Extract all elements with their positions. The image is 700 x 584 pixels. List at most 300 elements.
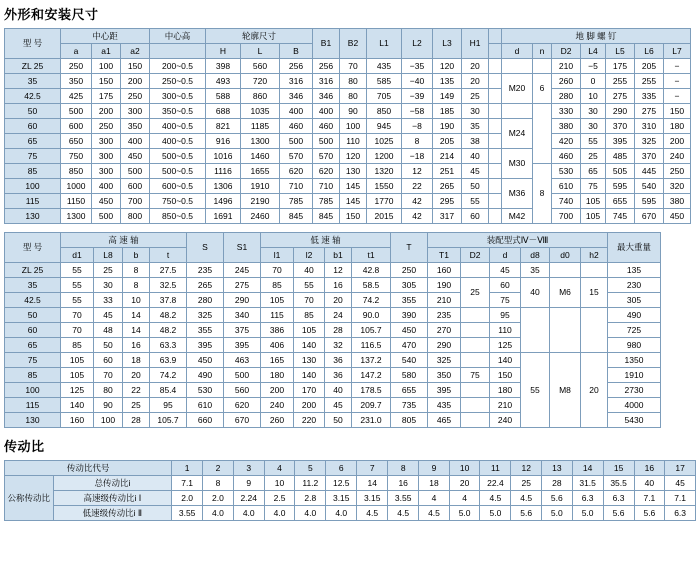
cell-B2: 145 <box>340 179 367 194</box>
cell-model: 35 <box>5 278 61 293</box>
cell-S: 395 <box>187 338 224 353</box>
cell-L3: 149 <box>433 89 462 104</box>
cell-ratio-16: 6.3 <box>665 506 696 521</box>
cell-B2: 130 <box>340 164 367 179</box>
cell-d: 95 <box>490 308 521 323</box>
cell-b: 14 <box>123 323 150 338</box>
cell-L2: −58 <box>402 104 433 119</box>
cell-D2: 75 <box>461 368 490 383</box>
cell-Bc: 346 <box>280 89 313 104</box>
cell-L1: 1025 <box>367 134 402 149</box>
cell-ratio-0: 7.1 <box>172 476 203 491</box>
cell-d: 140 <box>490 353 521 368</box>
cell-T: 450 <box>391 323 428 338</box>
cell-S1: 560 <box>224 383 261 398</box>
subcol-L5: L5 <box>606 44 635 59</box>
cell-n: 6 <box>533 74 552 104</box>
col-code-9: 9 <box>419 461 450 476</box>
cell-l1: 240 <box>261 398 294 413</box>
cell-B1: 316 <box>313 74 340 89</box>
col-code-3: 3 <box>233 461 264 476</box>
cell-B2: 90 <box>340 104 367 119</box>
cell-a1: 300 <box>92 149 121 164</box>
cell-ratio-10: 5.0 <box>480 506 511 521</box>
cell-S: 280 <box>187 293 224 308</box>
spacer <box>489 209 502 224</box>
cell-L1: 705 <box>367 89 402 104</box>
cell-D2 <box>461 323 490 338</box>
spacer <box>489 74 502 89</box>
col-S: S <box>187 233 224 263</box>
cell-S1: 500 <box>224 368 261 383</box>
cell-D2: 740 <box>552 194 581 209</box>
cell-L: 821 <box>206 119 241 134</box>
col-code-1: 1 <box>172 461 203 476</box>
table-row <box>5 308 661 323</box>
cell-a: 350 <box>61 74 92 89</box>
table-row <box>5 491 696 506</box>
subcol-D2: D2 <box>461 248 490 263</box>
cell-D2 <box>461 308 490 323</box>
table-row <box>5 209 691 224</box>
cell-d: 150 <box>490 368 521 383</box>
cell-L2: 42 <box>402 194 433 209</box>
cell-L3: 265 <box>433 179 462 194</box>
header-subrow <box>5 248 661 263</box>
cell-B: 2460 <box>241 209 280 224</box>
col-center-distance: 中心距 <box>61 29 150 44</box>
cell-h2: 15 <box>581 278 608 308</box>
cell-d: M36 <box>502 179 533 209</box>
cell-d: M20 <box>502 74 533 104</box>
cell-B2: 150 <box>340 209 367 224</box>
cell-D2: 25 <box>461 278 490 308</box>
cell-ratio-4: 11.2 <box>295 476 326 491</box>
cell-L3: 190 <box>433 119 462 134</box>
cell-B2: 80 <box>340 89 367 104</box>
cell-l1: 260 <box>261 413 294 428</box>
subcol-d: d <box>502 44 533 59</box>
col-assembly-type: 装配型式Ⅳ－Ⅷ <box>428 233 608 248</box>
cell-ratio-8: 4.5 <box>419 506 450 521</box>
cell-t1: 105.7 <box>352 323 391 338</box>
cell-d: 110 <box>490 323 521 338</box>
cell-d1: 55 <box>61 263 94 278</box>
cell-t: 32.5 <box>150 278 187 293</box>
subcol-a1: a1 <box>92 44 121 59</box>
cell-b: 25 <box>123 398 150 413</box>
cell-T: 735 <box>391 398 428 413</box>
cell-model: 42.5 <box>5 293 61 308</box>
cell-a2: 250 <box>121 89 150 104</box>
cell-a: 500 <box>61 104 92 119</box>
cell-T: 250 <box>391 263 428 278</box>
cell-d0 <box>550 308 581 353</box>
cell-max-weight: 725 <box>608 323 661 338</box>
cell-B: 1185 <box>241 119 280 134</box>
cell-max-weight: 5430 <box>608 413 661 428</box>
spacer <box>489 119 502 134</box>
cell-S: 325 <box>187 308 224 323</box>
cell-L7: 180 <box>664 119 691 134</box>
cell-ratio-12: 28 <box>542 476 573 491</box>
cell-L1: 435 <box>367 59 402 74</box>
cell-L: 588 <box>206 89 241 104</box>
cell-l1: 180 <box>261 368 294 383</box>
cell-T1: 350 <box>428 368 461 383</box>
cell-d1: 105 <box>61 353 94 368</box>
cell-D2: 610 <box>552 179 581 194</box>
cell-d1: 70 <box>61 323 94 338</box>
cell-a2: 400 <box>121 134 150 149</box>
cell-model: 85 <box>5 368 61 383</box>
cell-d8: 35 <box>521 263 550 278</box>
cell-ratio-5: 12.5 <box>326 476 357 491</box>
cell-a2: 200 <box>121 74 150 89</box>
cell-H1: 30 <box>462 104 489 119</box>
table-row <box>5 59 691 74</box>
cell-max-weight: 1350 <box>608 353 661 368</box>
cell-S1: 340 <box>224 308 261 323</box>
cell-L8: 45 <box>94 308 123 323</box>
spacer <box>489 134 502 149</box>
cell-Bc: 400 <box>280 104 313 119</box>
cell-L1: 1320 <box>367 164 402 179</box>
cell-L6: 445 <box>635 164 664 179</box>
cell-d1: 55 <box>61 278 94 293</box>
cell-d <box>502 59 533 74</box>
cell-H1: 25 <box>462 89 489 104</box>
cell-model: 75 <box>5 353 61 368</box>
cell-L6: 335 <box>635 89 664 104</box>
cell-B1: 845 <box>313 209 340 224</box>
cell-a1: 150 <box>92 74 121 89</box>
table-row <box>5 104 691 119</box>
cell-model: 75 <box>5 149 61 164</box>
cell-B2: 110 <box>340 134 367 149</box>
cell-t1: 74.2 <box>352 293 391 308</box>
col-H1: H1 <box>462 29 489 59</box>
col-outline: 轮廓尺寸 <box>206 29 313 44</box>
cell-L4: 30 <box>581 119 606 134</box>
cell-max-weight: 490 <box>608 308 661 323</box>
cell-d: 240 <box>490 413 521 428</box>
cell-t1: 178.5 <box>352 383 391 398</box>
cell-d1: 105 <box>61 368 94 383</box>
cell-a: 600 <box>61 119 92 134</box>
col-high-speed-shaft: 高 速 轴 <box>61 233 187 248</box>
cell-L: 1306 <box>206 179 241 194</box>
cell-d: M42 <box>502 209 533 224</box>
cell-d1: 70 <box>61 308 94 323</box>
header-row <box>5 233 661 248</box>
cell-row-label: 高速级传动比i Ⅰ <box>53 491 172 506</box>
cell-t1: 137.2 <box>352 353 391 368</box>
cell-S1: 290 <box>224 293 261 308</box>
dimension-table <box>4 28 691 224</box>
cell-ratio-9: 4 <box>449 491 480 506</box>
cell-L8: 33 <box>94 293 123 308</box>
cell-t: 48.2 <box>150 323 187 338</box>
cell-S1: 275 <box>224 278 261 293</box>
cell-t: 63.9 <box>150 353 187 368</box>
cell-b1: 20 <box>325 293 352 308</box>
cell-b: 20 <box>123 368 150 383</box>
cell-ratio-6: 14 <box>357 476 388 491</box>
cell-model: 100 <box>5 179 61 194</box>
cell-B1: 570 <box>313 149 340 164</box>
cell-model: 115 <box>5 194 61 209</box>
cell-max-weight: 4000 <box>608 398 661 413</box>
cell-H1: 50 <box>462 179 489 194</box>
col-code-6: 6 <box>326 461 357 476</box>
cell-L5: 290 <box>606 104 635 119</box>
cell-a1: 175 <box>92 89 121 104</box>
cell-L7: 200 <box>664 134 691 149</box>
subcol-t: t <box>150 248 187 263</box>
spacer <box>489 29 502 44</box>
cell-d0: M6 <box>550 278 581 308</box>
cell-l2: 40 <box>294 263 325 278</box>
cell-L3: 214 <box>433 149 462 164</box>
cell-ratio-10: 4.5 <box>480 491 511 506</box>
cell-L6: 325 <box>635 134 664 149</box>
cell-center-height: 500~0.5 <box>150 164 206 179</box>
cell-model: 35 <box>5 74 61 89</box>
cell-L: 1496 <box>206 194 241 209</box>
subcol-d0: d0 <box>550 248 581 263</box>
cell-ratio-3: 10 <box>264 476 295 491</box>
col-anchor-bolt: 地 脚 螺 钉 <box>502 29 691 44</box>
cell-t: 95 <box>150 398 187 413</box>
cell-ratio-3: 4.0 <box>264 506 295 521</box>
cell-model: 130 <box>5 209 61 224</box>
cell-row-label: 低速级传动比i Ⅱ <box>53 506 172 521</box>
col-code-16: 16 <box>634 461 665 476</box>
cell-Bc: 710 <box>280 179 313 194</box>
cell-b1: 50 <box>325 413 352 428</box>
col-code-12: 12 <box>511 461 542 476</box>
cell-l2: 70 <box>294 293 325 308</box>
table-row <box>5 263 661 278</box>
col-code-15: 15 <box>603 461 634 476</box>
cell-L6: 595 <box>635 194 664 209</box>
subcol-l1: l1 <box>261 248 294 263</box>
col-code-17: 17 <box>665 461 696 476</box>
cell-L4: −5 <box>581 59 606 74</box>
cell-L6: 255 <box>635 74 664 89</box>
cell-L1: 2015 <box>367 209 402 224</box>
cell-nominal-label: 公称传动比 <box>5 476 54 521</box>
ratio-table <box>4 460 696 521</box>
subcol-center-height <box>150 44 206 59</box>
cell-L4: 55 <box>581 134 606 149</box>
cell-t: 48.2 <box>150 308 187 323</box>
cell-L8: 90 <box>94 398 123 413</box>
cell-t: 63.3 <box>150 338 187 353</box>
spacer <box>489 194 502 209</box>
cell-max-weight: 305 <box>608 293 661 308</box>
subcol-B: B <box>280 44 313 59</box>
cell-T: 390 <box>391 308 428 323</box>
cell-a2: 350 <box>121 119 150 134</box>
cell-T: 470 <box>391 338 428 353</box>
table-row <box>5 353 661 368</box>
cell-center-height: 400~0.5 <box>150 134 206 149</box>
subcol-n: n <box>533 44 552 59</box>
cell-L1: 850 <box>367 104 402 119</box>
cell-B1: 500 <box>313 134 340 149</box>
cell-ratio-14: 35.5 <box>603 476 634 491</box>
cell-Bc: 570 <box>280 149 313 164</box>
cell-d0: M8 <box>550 353 581 428</box>
cell-model: 100 <box>5 383 61 398</box>
cell-a2: 800 <box>121 209 150 224</box>
cell-H1: 38 <box>462 134 489 149</box>
cell-ratio-11: 25 <box>511 476 542 491</box>
cell-Bc: 845 <box>280 209 313 224</box>
col-model: 型 号 <box>5 233 61 263</box>
cell-H1: 20 <box>462 59 489 74</box>
cell-ratio-7: 3.55 <box>388 491 419 506</box>
table-row <box>5 506 696 521</box>
cell-L7: − <box>664 74 691 89</box>
cell-d: 75 <box>490 293 521 308</box>
cell-L: 493 <box>206 74 241 89</box>
cell-l2: 140 <box>294 338 325 353</box>
cell-ratio-14: 6.3 <box>603 491 634 506</box>
cell-L5: 255 <box>606 74 635 89</box>
cell-model: ZL 25 <box>5 263 61 278</box>
cell-max-weight: 2730 <box>608 383 661 398</box>
cell-L3: 185 <box>433 104 462 119</box>
cell-l2: 55 <box>294 278 325 293</box>
cell-a: 750 <box>61 149 92 164</box>
cell-ratio-11: 4.5 <box>511 491 542 506</box>
cell-b1: 32 <box>325 338 352 353</box>
cell-ratio-12: 5.6 <box>542 491 573 506</box>
cell-model: 65 <box>5 338 61 353</box>
cell-L5: 505 <box>606 164 635 179</box>
cell-a2: 700 <box>121 194 150 209</box>
cell-B1: 620 <box>313 164 340 179</box>
cell-L3: 205 <box>433 134 462 149</box>
cell-H1: 45 <box>462 164 489 179</box>
cell-L8: 100 <box>94 413 123 428</box>
cell-ratio-7: 4.5 <box>388 506 419 521</box>
cell-model: 60 <box>5 119 61 134</box>
cell-L4: 25 <box>581 149 606 164</box>
col-center-height: 中心高 <box>150 29 206 44</box>
cell-max-weight: 135 <box>608 263 661 278</box>
cell-T: 805 <box>391 413 428 428</box>
cell-T1: 270 <box>428 323 461 338</box>
cell-max-weight: 230 <box>608 278 661 293</box>
cell-L5: 275 <box>606 89 635 104</box>
cell-t1: 231.0 <box>352 413 391 428</box>
cell-T: 655 <box>391 383 428 398</box>
cell-Bc: 500 <box>280 134 313 149</box>
cell-b: 8 <box>123 263 150 278</box>
cell-L6: 370 <box>635 149 664 164</box>
cell-L7: 250 <box>664 164 691 179</box>
cell-B: 720 <box>241 74 280 89</box>
dimension-table-wrapper <box>4 28 696 224</box>
cell-L1: 1200 <box>367 149 402 164</box>
subcol-L4: L4 <box>581 44 606 59</box>
cell-L4: 105 <box>581 209 606 224</box>
cell-max-weight: 1910 <box>608 368 661 383</box>
cell-l2: 170 <box>294 383 325 398</box>
cell-t1: 90.0 <box>352 308 391 323</box>
cell-d: 125 <box>490 338 521 353</box>
subcol-t1: t1 <box>352 248 391 263</box>
cell-t: 27.5 <box>150 263 187 278</box>
cell-L: 1116 <box>206 164 241 179</box>
cell-Bc: 316 <box>280 74 313 89</box>
cell-Bc: 620 <box>280 164 313 179</box>
cell-l1: 386 <box>261 323 294 338</box>
cell-S: 660 <box>187 413 224 428</box>
cell-a: 1150 <box>61 194 92 209</box>
cell-L2: 22 <box>402 179 433 194</box>
cell-B2: 80 <box>340 74 367 89</box>
cell-D2 <box>461 353 490 368</box>
col-code-7: 7 <box>357 461 388 476</box>
cell-L7: − <box>664 89 691 104</box>
cell-b: 18 <box>123 353 150 368</box>
cell-ratio-16: 7.1 <box>665 491 696 506</box>
cell-center-height: 500~0.5 <box>150 149 206 164</box>
cell-T1: 325 <box>428 353 461 368</box>
ratio-table-wrapper <box>4 460 696 521</box>
subcol-a: a <box>61 44 92 59</box>
cell-center-height: 750~0.5 <box>150 194 206 209</box>
cell-ratio-9: 5.0 <box>449 506 480 521</box>
header-row <box>5 461 696 476</box>
table-row <box>5 194 691 209</box>
cell-a: 1300 <box>61 209 92 224</box>
cell-L4: 0 <box>581 74 606 89</box>
cell-b1: 40 <box>325 383 352 398</box>
cell-T1: 160 <box>428 263 461 278</box>
spacer <box>489 104 502 119</box>
col-code-5: 5 <box>295 461 326 476</box>
cell-L8: 70 <box>94 368 123 383</box>
table-row <box>5 164 691 179</box>
cell-B: 1460 <box>241 149 280 164</box>
cell-S1: 245 <box>224 263 261 278</box>
cell-d8 <box>521 308 550 353</box>
document-page <box>0 4 700 521</box>
cell-center-height: 600~0.5 <box>150 179 206 194</box>
header-row <box>5 29 691 44</box>
cell-L8: 80 <box>94 383 123 398</box>
cell-T1: 210 <box>428 293 461 308</box>
cell-a: 650 <box>61 134 92 149</box>
section-title-ratio: 传动比 <box>4 439 45 454</box>
cell-L4: 105 <box>581 194 606 209</box>
col-L1: L1 <box>367 29 402 59</box>
cell-L7: 320 <box>664 179 691 194</box>
subcol-T1: T1 <box>428 248 461 263</box>
cell-B: 860 <box>241 89 280 104</box>
cell-a1: 300 <box>92 164 121 179</box>
cell-a1: 500 <box>92 209 121 224</box>
cell-b: 16 <box>123 338 150 353</box>
col-code-14: 14 <box>572 461 603 476</box>
cell-L6: 275 <box>635 104 664 119</box>
